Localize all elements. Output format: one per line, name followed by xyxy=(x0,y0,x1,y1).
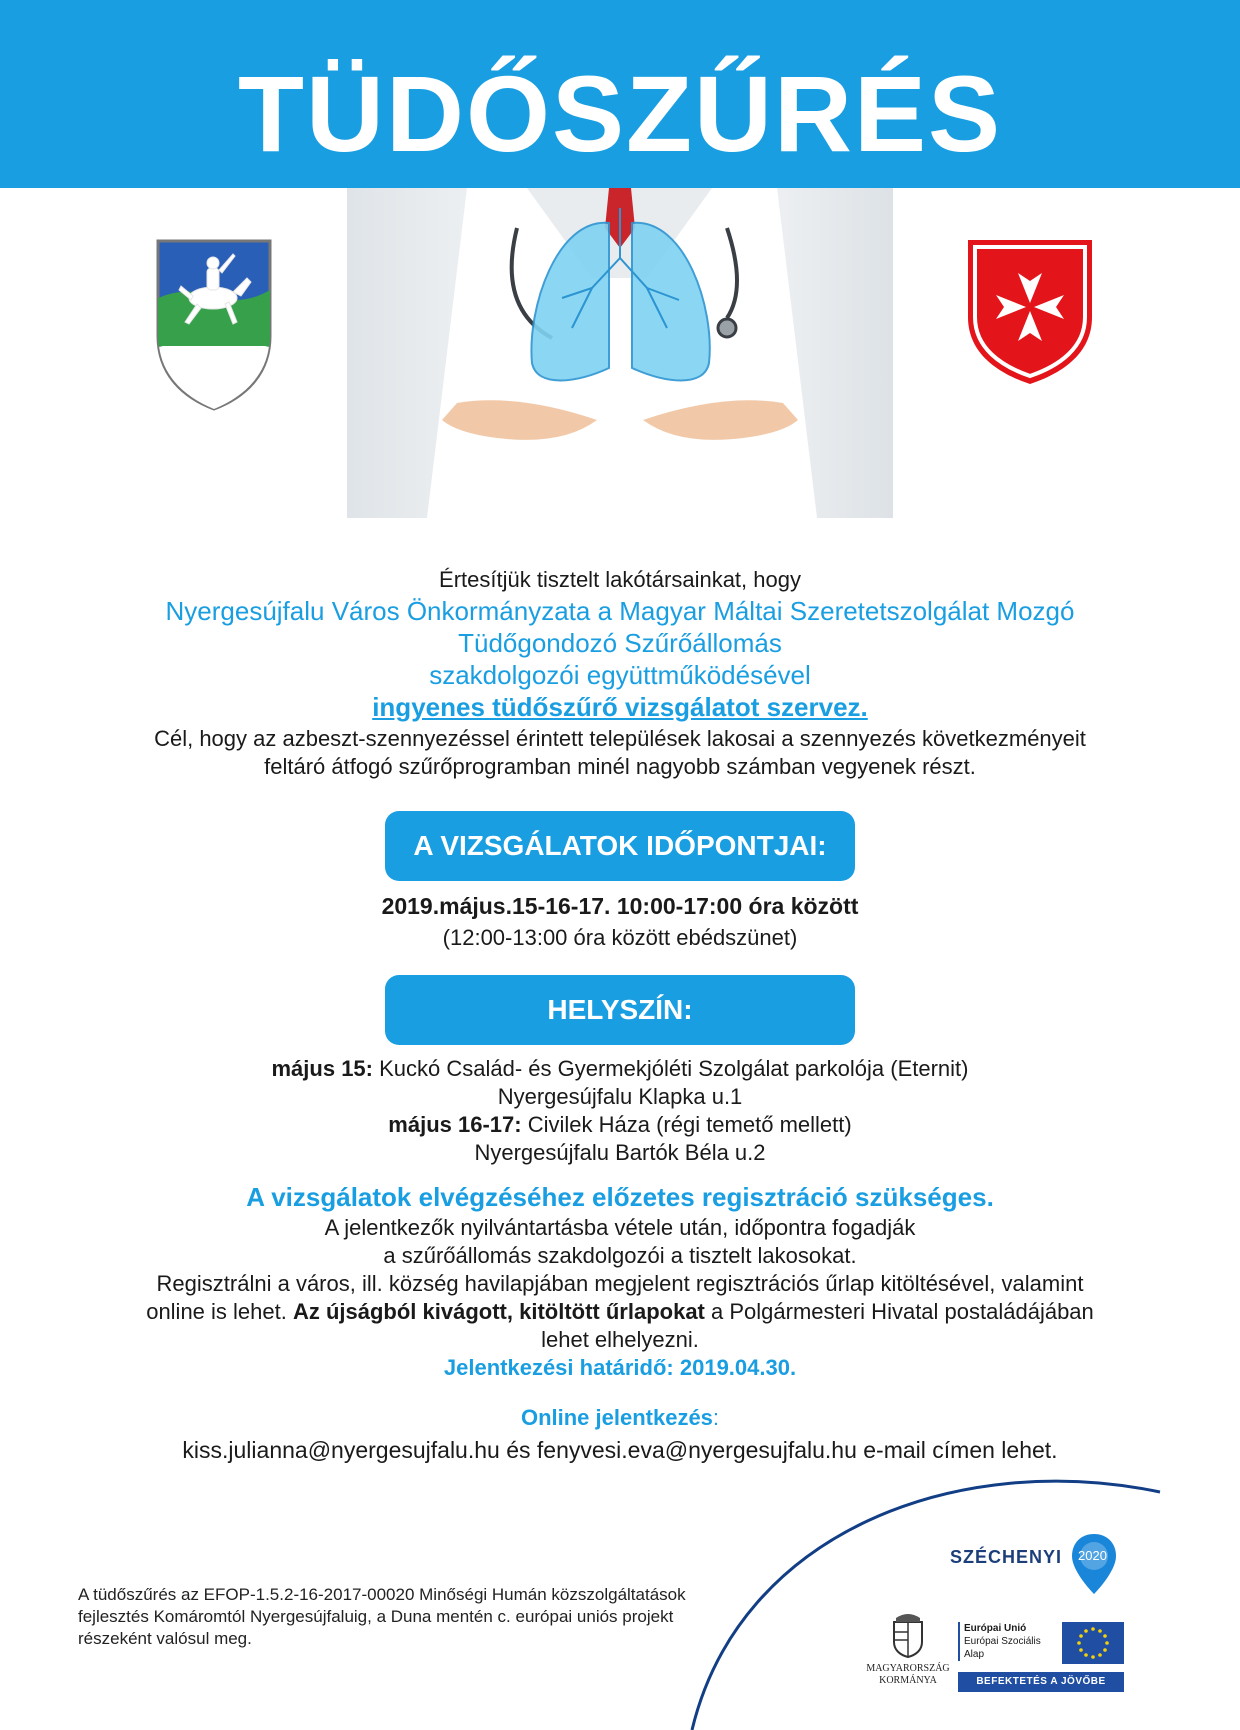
page-title: TÜDŐSZŰRÉS xyxy=(237,53,1003,174)
location-pin-icon xyxy=(1070,1532,1118,1596)
location-section xyxy=(40,1055,1200,1167)
szechenyi-year: 2020 xyxy=(1078,1548,1107,1563)
intro-line: Értesítjük tisztelt lakótársainkat, hogy xyxy=(439,567,801,592)
dates-heading-pill xyxy=(385,811,855,881)
government-line-2: KORMÁNYA xyxy=(879,1675,937,1686)
eu-investment-banner: BEFEKTETÉS A JÖVŐBE xyxy=(958,1672,1124,1692)
project-note-line-2: fejlesztés Komáromtól Nyergesújfaluig, a Duna mentén c. európai uniós projekt xyxy=(78,1607,674,1626)
registration-section xyxy=(40,1180,1200,1382)
location-day1-label: május 15: xyxy=(271,1056,373,1081)
eu-flag-icon xyxy=(1062,1622,1124,1664)
government-line-1: MAGYARORSZÁG xyxy=(866,1663,950,1674)
goal-line-2: feltáró átfogó szűrőprogramban minél nagyobb számban vegyenek részt. xyxy=(264,754,976,779)
project-note-line-1: A tüdőszűrés az EFOP-1.5.2-16-2017-00020 Minőségi Humán közszolgáltatások xyxy=(78,1585,686,1604)
project-note-line-3: részeként valósul meg. xyxy=(78,1629,252,1648)
szechenyi-logo xyxy=(950,1532,1120,1602)
registration-line-1: A jelentkezők nyilvántartásba vétele után, időpontra fogadják xyxy=(324,1215,916,1240)
online-heading-label: Online jelentkezés xyxy=(520,1405,713,1430)
hungarian-government-logo xyxy=(858,1612,958,1692)
doctor-lungs-illustration xyxy=(347,188,893,518)
szechenyi-label: SZÉCHENYI xyxy=(950,1547,1063,1567)
hungarian-coat-of-arms-icon xyxy=(890,1612,926,1658)
eu-esf-logo xyxy=(958,1622,1128,1697)
free-exam-line: ingyenes tüdőszűrő vizsgálatot szervez. xyxy=(372,692,868,722)
location-heading-pill xyxy=(385,975,855,1045)
registration-line-4-bold: Az újságból kivágott, kitöltött űrlapokat xyxy=(292,1299,705,1324)
organizer-line-1: Nyergesújfalu Város Önkormányzata a Magyar Máltai Szeretetszolgálat Mozgó xyxy=(165,596,1075,626)
dates-section xyxy=(40,890,1200,954)
registration-line-3: Regisztrálni a város, ill. község havilapjában megjelent regisztrációs űrlap kitöltésével, valamint xyxy=(156,1271,1084,1296)
goal-line-1: Cél, hogy az azbeszt-szennyezéssel érintett települések lakosai a szennyezés következményeit xyxy=(154,726,1086,751)
maltese-cross-shield xyxy=(965,237,1095,387)
dates-lunch: (12:00-13:00 óra között ebédszünet) xyxy=(442,925,798,950)
project-note xyxy=(78,1584,798,1650)
registration-line-4-post: a Polgármesteri Hivatal postaládájában xyxy=(704,1299,1094,1324)
online-heading xyxy=(40,1402,1200,1434)
online-section xyxy=(40,1402,1200,1466)
online-heading-colon: : xyxy=(712,1405,720,1430)
header-banner xyxy=(0,0,1240,188)
eu-line-1: Európai Unió xyxy=(964,1623,1027,1634)
eu-line-3: Alap xyxy=(964,1649,985,1660)
registration-line-4 xyxy=(40,1298,1200,1326)
dates-heading: A VIZSGÁLATOK IDŐPONTJAI: xyxy=(413,830,827,861)
registration-line-2: a szűrőállomás szakdolgozói a tisztelt lakosokat. xyxy=(383,1243,857,1268)
registration-line-5: lehet elhelyezni. xyxy=(541,1327,699,1352)
online-emails: kiss.julianna@nyergesujfalu.hu és fenyvesi.eva@nyergesujfalu.hu e-mail címen lehet. xyxy=(182,1437,1058,1463)
registration-heading: A vizsgálatok elvégzéséhez előzetes regisztráció szükséges. xyxy=(246,1182,994,1212)
location-day1-place: Kuckó Család- és Gyermekjóléti Szolgálat parkolója (Eternit) xyxy=(373,1056,969,1081)
location-day1-address: Nyergesújfalu Klapka u.1 xyxy=(497,1084,743,1109)
registration-deadline: Jelentkezési határidő: 2019.04.30. xyxy=(443,1355,797,1380)
eu-line-2: Európai Szociális xyxy=(964,1636,1041,1647)
registration-line-4-pre: online is lehet. xyxy=(146,1299,293,1324)
dates-main: 2019.május.15-16-17. 10:00-17:00 óra között xyxy=(381,893,859,919)
location-day2-address: Nyergesújfalu Bartók Béla u.2 xyxy=(474,1140,766,1165)
intro-section xyxy=(40,565,1200,781)
location-day2 xyxy=(40,1111,1200,1139)
location-day1 xyxy=(40,1055,1200,1083)
organizer-line-3: szakdolgozói együttműködésével xyxy=(429,660,811,690)
location-day2-label: május 16-17: xyxy=(388,1112,522,1137)
municipal-coat-of-arms xyxy=(155,238,273,412)
location-day2-place: Civilek Háza (régi temető mellett) xyxy=(521,1112,852,1137)
location-heading: HELYSZÍN: xyxy=(547,994,693,1025)
organizer-line-2: Tüdőgondozó Szűrőállomás xyxy=(458,628,782,658)
